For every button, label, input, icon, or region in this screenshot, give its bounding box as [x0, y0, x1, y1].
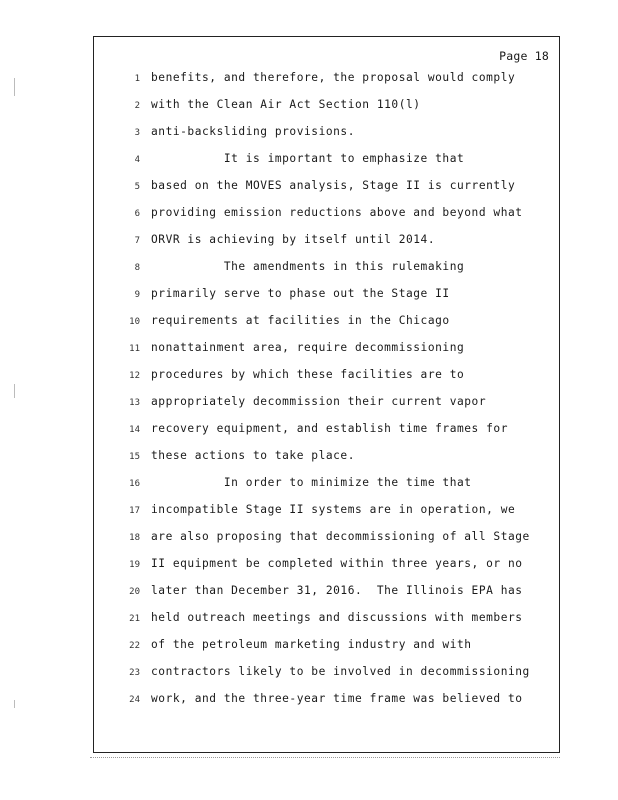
transcript-page-frame [93, 36, 560, 753]
line-number: 13 [129, 398, 140, 408]
line-text: based on the MOVES analysis, Stage II is currently [151, 179, 516, 192]
line-text: these actions to take place. [151, 449, 355, 462]
transcript-line [94, 287, 561, 305]
line-text: recovery equipment, and establish time frames for [151, 422, 508, 435]
line-number: 4 [134, 155, 140, 165]
transcript-line [94, 179, 561, 197]
transcript-line [94, 206, 561, 224]
line-number: 6 [134, 209, 140, 219]
line-number: 22 [129, 641, 140, 651]
left-margin-mark-bottom [14, 700, 15, 708]
line-text: incompatible Stage II systems are in operation, we [151, 503, 516, 516]
transcript-line [94, 233, 561, 251]
transcript-line [94, 611, 561, 629]
line-text: appropriately decommission their current vapor [151, 395, 487, 408]
transcript-line [94, 341, 561, 359]
transcript-line [94, 125, 561, 143]
line-text: It is important to emphasize that [151, 152, 465, 165]
transcript-line [94, 449, 561, 467]
line-text: later than December 31, 2016. The Illinois EPA has [151, 584, 523, 597]
line-text: of the petroleum marketing industry and with [151, 638, 472, 651]
left-margin-mark-mid [14, 384, 15, 398]
line-text: are also proposing that decommissioning of all Stage [151, 530, 530, 543]
transcript-line [94, 476, 561, 494]
footer-rule [90, 757, 560, 759]
line-text: providing emission reductions above and beyond what [151, 206, 523, 219]
line-number: 2 [134, 101, 140, 111]
line-number: 14 [129, 425, 140, 435]
transcript-line [94, 368, 561, 386]
line-number: 7 [134, 236, 140, 246]
line-number: 17 [129, 506, 140, 516]
line-text: In order to minimize the time that [151, 476, 472, 489]
transcript-line [94, 260, 561, 278]
transcript-line [94, 665, 561, 683]
line-number: 5 [134, 182, 140, 192]
line-number: 23 [129, 668, 140, 678]
line-text: primarily serve to phase out the Stage II [151, 287, 450, 300]
line-number: 18 [129, 533, 140, 543]
line-number: 3 [134, 128, 140, 138]
line-text: requirements at facilities in the Chicago [151, 314, 450, 327]
line-number: 21 [129, 614, 140, 624]
line-text: The amendments in this rulemaking [151, 260, 465, 273]
page-number-label: Page 18 [499, 49, 549, 63]
line-number: 8 [134, 263, 140, 273]
transcript-line [94, 503, 561, 521]
line-number: 9 [134, 290, 140, 300]
transcript-line [94, 395, 561, 413]
line-text: with the Clean Air Act Section 110(l) [151, 98, 421, 111]
transcript-line [94, 152, 561, 170]
line-number: 12 [129, 371, 140, 381]
transcript-line [94, 692, 561, 710]
line-number: 24 [129, 695, 140, 705]
transcript-line [94, 98, 561, 116]
line-text: II equipment be completed within three years, or no [151, 557, 523, 570]
line-number: 11 [129, 344, 140, 354]
transcript-line [94, 557, 561, 575]
left-margin-mark-top [14, 78, 15, 96]
line-number: 10 [129, 317, 140, 327]
transcript-line [94, 584, 561, 602]
line-number: 20 [129, 587, 140, 597]
line-text: benefits, and therefore, the proposal would comply [151, 71, 516, 84]
line-text: procedures by which these facilities are to [151, 368, 465, 381]
line-number: 19 [129, 560, 140, 570]
transcript-line [94, 71, 561, 89]
line-number: 1 [134, 74, 140, 84]
transcript-line [94, 314, 561, 332]
line-text: held outreach meetings and discussions with members [151, 611, 523, 624]
transcript-line [94, 530, 561, 548]
line-text: nonattainment area, require decommissioning [151, 341, 465, 354]
line-number: 16 [129, 479, 140, 489]
line-text: contractors likely to be involved in decommissioning [151, 665, 530, 678]
line-text: work, and the three-year time frame was believed to [151, 692, 523, 705]
transcript-line [94, 638, 561, 656]
line-text: anti-backsliding provisions. [151, 125, 355, 138]
line-number: 15 [129, 452, 140, 462]
transcript-line [94, 422, 561, 440]
line-text: ORVR is achieving by itself until 2014. [151, 233, 436, 246]
